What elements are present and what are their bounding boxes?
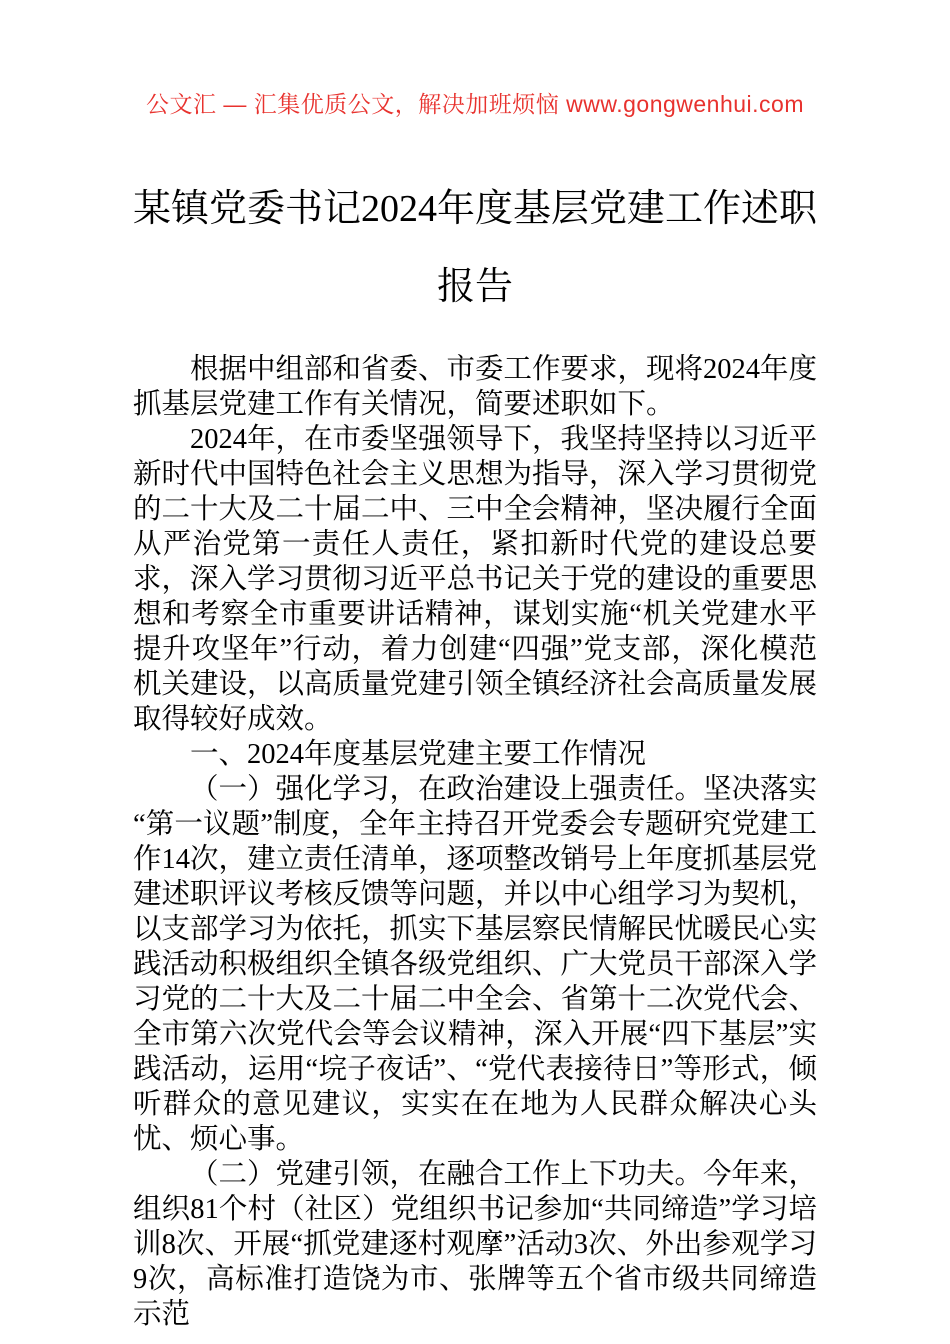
watermark-banner: 公文汇 — 汇集优质公文，解决加班烦恼 www.gongwenhui.com xyxy=(145,91,804,117)
section-heading-1: 一、2024年度基层党建主要工作情况 xyxy=(190,739,647,770)
paragraph-intro: 根据中组部和省委、市委工作要求，现将2024年度抓基层党建工作有关情况，简要述职如下。 xyxy=(133,354,818,420)
paragraph-section-1-item-1: （一）强化学习，在政治建设上强责任。坚决落实“第一议题”制度，全年主持召开党委会专题研究党建工作14次，建立责任清单，逐项整改销号上年度抓基层党建述职评议考核反馈等问题，并以中心组学习为契机，以支部学习为依托，抓实下基层察民情解民忧暖民心实践活动积极组织全镇各级党组织、广大党员干部深入学习党的二十大及二十届二中全会、省第十二次党代会、全市第六次党代会等会议精神，深入开展“四下基层”实践活动，运用“垸子夜话”、“党代表接待日”等形式，倾听群众的意见建议，实实在在地为人民群众解决心头忧、烦心事。 xyxy=(133,774,818,1155)
paragraph-overview: 2024年，在市委坚强领导下，我坚持坚持以习近平新时代中国特色社会主义思想为指导，深入学习贯彻党的二十大及二十届二中、三中全会精神，坚决履行全面从严治党第一责任人责任，紧扣新时代党的建设总要求，深入学习贯彻习近平总书记关于党的建设的重要思想和考察全市重要讲话精神，谋划实施“机关党建水平提升攻坚年”行动，着力创建“四强”党支部，深化模范机关建设，以高质量党建引领全镇经济社会高质量发展取得较好成效。 xyxy=(133,424,818,735)
document-title: 某镇党委书记2024年度基层党建工作述职报告 xyxy=(133,188,818,308)
document-body xyxy=(133,352,817,1332)
paragraph-section-1-item-2: （二）党建引领，在融合工作上下功夫。今年来，组织81个村（社区）党组织书记参加“共同缔造”学习培训8次、开展“抓党建逐村观摩”活动3次、外出参观学习9次，高标准打造饶为市、张牌等五个省市级共同缔造示范 xyxy=(133,1159,818,1330)
